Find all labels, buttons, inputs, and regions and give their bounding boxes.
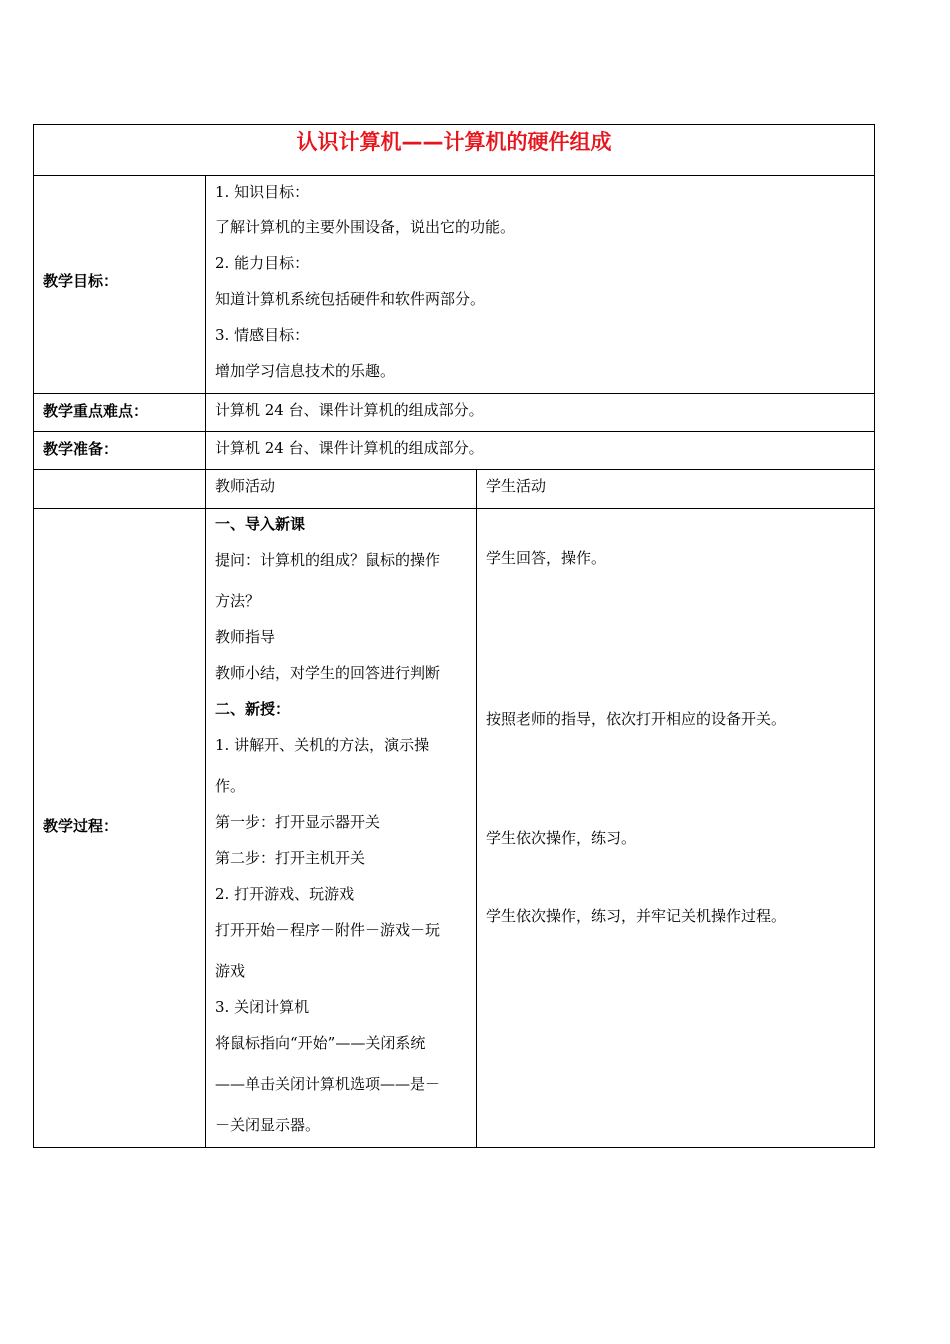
teacher-step: 将鼠标指向“开始”——关闭系统 xyxy=(215,1034,426,1052)
goals-line: 1. 知识目标： xyxy=(215,183,310,201)
goals-line: 3. 情感目标： xyxy=(215,326,310,344)
teacher-step: －关闭显示器。 xyxy=(215,1116,321,1134)
goals-line: 了解计算机的主要外围设备，说出它的功能。 xyxy=(215,218,516,236)
row-divider xyxy=(33,393,875,394)
student-step: 学生依次操作，练习。 xyxy=(486,829,637,847)
table-border-right xyxy=(874,124,875,1148)
student-step: 学生依次操作，练习，并牢记关机操作过程。 xyxy=(486,907,787,925)
teacher-step: 游戏 xyxy=(215,962,246,980)
page-title: 认识计算机——计算机的硬件组成 xyxy=(296,130,612,154)
teacher-step: 教师指导 xyxy=(215,628,276,646)
teacher-step: 提问：计算机的组成？鼠标的操作 xyxy=(215,551,441,569)
teacher-activity-header: 教师活动 xyxy=(215,477,276,495)
teacher-step: 1. 讲解开、关机的方法，演示操 xyxy=(215,736,430,754)
teacher-step: 第一步：打开显示器开关 xyxy=(215,813,381,831)
row-divider xyxy=(33,431,875,432)
preparation-label: 教学准备： xyxy=(43,440,119,458)
key-points-content: 计算机 24 台、课件计算机的组成部分。 xyxy=(215,401,484,419)
table-border-left xyxy=(33,124,34,1148)
teacher-step: 方法？ xyxy=(215,592,261,610)
student-step: 学生回答，操作。 xyxy=(486,549,607,567)
teacher-step: 一、导入新课 xyxy=(215,515,306,533)
teacher-step: ——单击关闭计算机选项——是－ xyxy=(215,1075,441,1093)
preparation-content: 计算机 24 台、课件计算机的组成部分。 xyxy=(215,439,484,457)
goals-line: 2. 能力目标： xyxy=(215,254,310,272)
teacher-step: 3. 关闭计算机 xyxy=(215,998,310,1016)
student-step: 按照老师的指导，依次打开相应的设备开关。 xyxy=(486,710,787,728)
goals-line: 知道计算机系统包括硬件和软件两部分。 xyxy=(215,290,486,308)
process-label: 教学过程： xyxy=(43,817,119,835)
teacher-step: 作。 xyxy=(215,777,246,795)
table-border-top xyxy=(33,124,875,125)
activity-column-divider xyxy=(476,469,477,1148)
row-divider xyxy=(33,469,875,470)
key-points-label: 教学重点难点： xyxy=(43,402,149,420)
row-divider xyxy=(33,508,875,509)
student-activity-header: 学生活动 xyxy=(486,477,547,495)
table-border-bottom xyxy=(33,1147,875,1148)
teacher-step: 二、新授： xyxy=(215,700,291,718)
goals-label: 教学目标： xyxy=(43,272,119,290)
row-divider xyxy=(33,175,875,176)
column-divider xyxy=(205,175,206,1148)
teacher-step: 第二步：打开主机开关 xyxy=(215,849,366,867)
teacher-step: 2. 打开游戏、玩游戏 xyxy=(215,885,355,903)
teacher-step: 打开开始－程序－附件－游戏－玩 xyxy=(215,921,441,939)
goals-line: 增加学习信息技术的乐趣。 xyxy=(215,362,396,380)
teacher-step: 教师小结，对学生的回答进行判断 xyxy=(215,664,441,682)
